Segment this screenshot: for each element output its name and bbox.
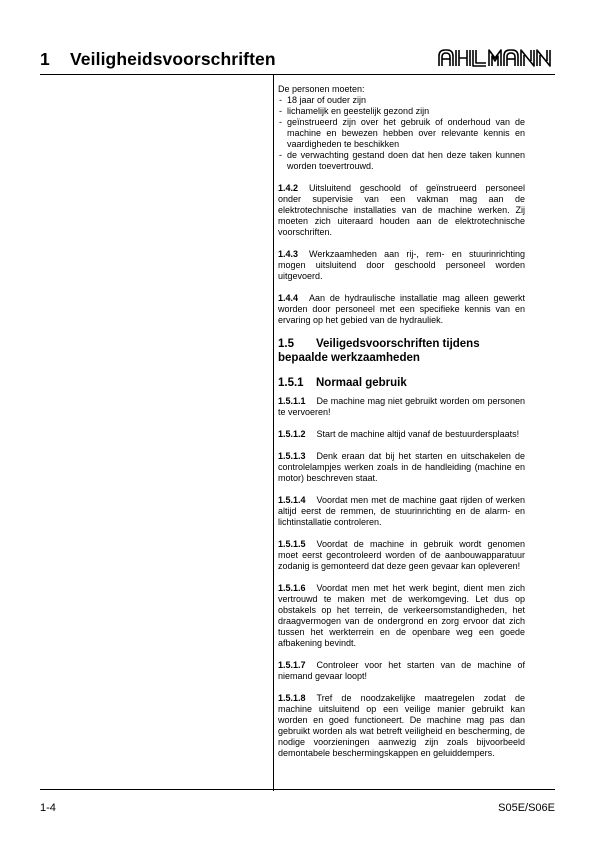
paragraph-number: 1.5.1.5 bbox=[278, 539, 306, 549]
paragraph-1-4-3 bbox=[278, 249, 525, 282]
paragraph-number: 1.5.1.8 bbox=[278, 693, 306, 703]
paragraph-number: 1.5.1.6 bbox=[278, 583, 306, 593]
paragraph-number: 1.5.1.1 bbox=[278, 396, 306, 406]
model-designation: S05E/S06E bbox=[498, 802, 555, 814]
paragraph-text: Voordat de machine in gebruik wordt genomen moet eerst gecontroleerd worden of de aanbouwapparatuur zodanig is gemonteerd dat deze geen gevaar kan opleveren! bbox=[278, 539, 525, 571]
list-item: - lichamelijk en geestelijk gezond zijn bbox=[278, 106, 525, 117]
paragraph-1-5-1-2 bbox=[278, 429, 525, 440]
list-item: - 18 jaar of ouder zijn bbox=[278, 95, 525, 106]
section-number: 1.5 bbox=[278, 338, 294, 350]
paragraph-number: 1.5.1.2 bbox=[278, 429, 306, 439]
footer-rule bbox=[40, 789, 555, 790]
paragraph-1-5-1-4 bbox=[278, 495, 525, 528]
chapter-heading bbox=[40, 49, 276, 70]
paragraph-text: Start de machine altijd vanaf de bestuurdersplaats! bbox=[316, 429, 520, 439]
paragraph-number: 1.4.2 bbox=[278, 183, 299, 193]
paragraph-text: Voordat men met de machine gaat rijden of werken altijd eerst de remmen, de stuurinrichting en de alarm- en lichtinstallatie controleren. bbox=[278, 495, 525, 527]
ahlmann-logo bbox=[437, 48, 555, 68]
subsection-number: 1.5.1 bbox=[278, 377, 304, 389]
paragraph-text: De machine mag niet gebruikt worden om personen te vervoeren! bbox=[278, 396, 525, 417]
page-number: 1-4 bbox=[40, 802, 56, 814]
intro-lead: De personen moeten: bbox=[278, 84, 365, 94]
paragraph-text: Werkzaamheden aan rij-, rem- en stuurinrichting mogen uitsluitend door geschoold personeel worden uitgevoerd. bbox=[278, 249, 525, 281]
paragraph-1-5-1-7 bbox=[278, 660, 525, 682]
subsection-heading bbox=[278, 376, 525, 390]
paragraph-number: 1.5.1.7 bbox=[278, 660, 306, 670]
paragraph-number: 1.5.1.4 bbox=[278, 495, 306, 505]
paragraph-1-5-1-1 bbox=[278, 396, 525, 418]
paragraph-text: Tref de noodzakelijke maatregelen zodat de machine uitsluitend op een veilige manier gebruikt kan worden en goed functioneert. De machine mag pas dan gebruikt worden als wat betreft veiligheid en bescherming, de nodige voorzieningen aanwezig zijn zoals bijvoorbeeld demontabele beschermingskappen en geluiddempers. bbox=[278, 693, 525, 758]
paragraph-1-5-1-6 bbox=[278, 583, 525, 649]
page-header bbox=[40, 46, 555, 76]
paragraph-1-5-1-8 bbox=[278, 693, 525, 759]
paragraph-1-5-1-5 bbox=[278, 539, 525, 572]
column-rule bbox=[273, 74, 274, 791]
paragraph-text: Controleer voor het starten van de machine of niemand gevaar loopt! bbox=[278, 660, 525, 681]
paragraph-text: Voordat men met het werk begint, dient men zich vertrouwd te maken met de werkomgeving. Let dus op obstakels op het terrein, de verkeersomstandigheden, het draagvermogen van de ondergrond en zorg ervoor dat zich tussen het werkterrein en de openbare weg een goede afbakening bevindt. bbox=[278, 583, 525, 648]
requirements-list bbox=[278, 95, 525, 172]
paragraph-1-5-1-3 bbox=[278, 451, 525, 484]
section-heading bbox=[278, 337, 525, 365]
chapter-number: 1 bbox=[40, 49, 50, 69]
section-title: Veiligedsvoorschriften tijdens bepaalde werkzaamheden bbox=[278, 338, 480, 364]
paragraph-number: 1.4.4 bbox=[278, 293, 299, 303]
list-item: - de verwachting gestand doen dat hen deze taken kunnen worden toevertrouwd. bbox=[278, 150, 525, 172]
paragraph-number: 1.4.3 bbox=[278, 249, 299, 259]
subsection-title: Normaal gebruik bbox=[316, 377, 407, 389]
chapter-title: Veiligheidsvoorschriften bbox=[70, 49, 276, 69]
paragraph-number: 1.5.1.3 bbox=[278, 451, 306, 461]
paragraph-1-4-4 bbox=[278, 293, 525, 326]
paragraph-1-4-2 bbox=[278, 183, 525, 238]
header-rule bbox=[40, 74, 555, 75]
paragraph-text: Uitsluitend geschoold of geïnstrueerd personeel onder supervisie van een vakman mag aan de elektrotechnische installaties van de machine werken. Zij moeten zich uiteraard houden aan de elektrotechnische voorschriften. bbox=[278, 183, 525, 237]
paragraph-text: Denk eraan dat bij het starten en uitschakelen de controlelampjes werken zoals in de handleiding (machine en motor) beschreven staat. bbox=[278, 451, 525, 483]
paragraph-text: Aan de hydraulische installatie mag alleen gewerkt worden door personeel met een specifieke kennis van en ervaring op het gebied van de hydrauliek. bbox=[278, 293, 525, 325]
main-text bbox=[278, 84, 525, 759]
list-item: - geïnstrueerd zijn over het gebruik of onderhoud van de machine en bewezen hebben over relevante kennis en vaardigheden te beschikken bbox=[278, 117, 525, 150]
